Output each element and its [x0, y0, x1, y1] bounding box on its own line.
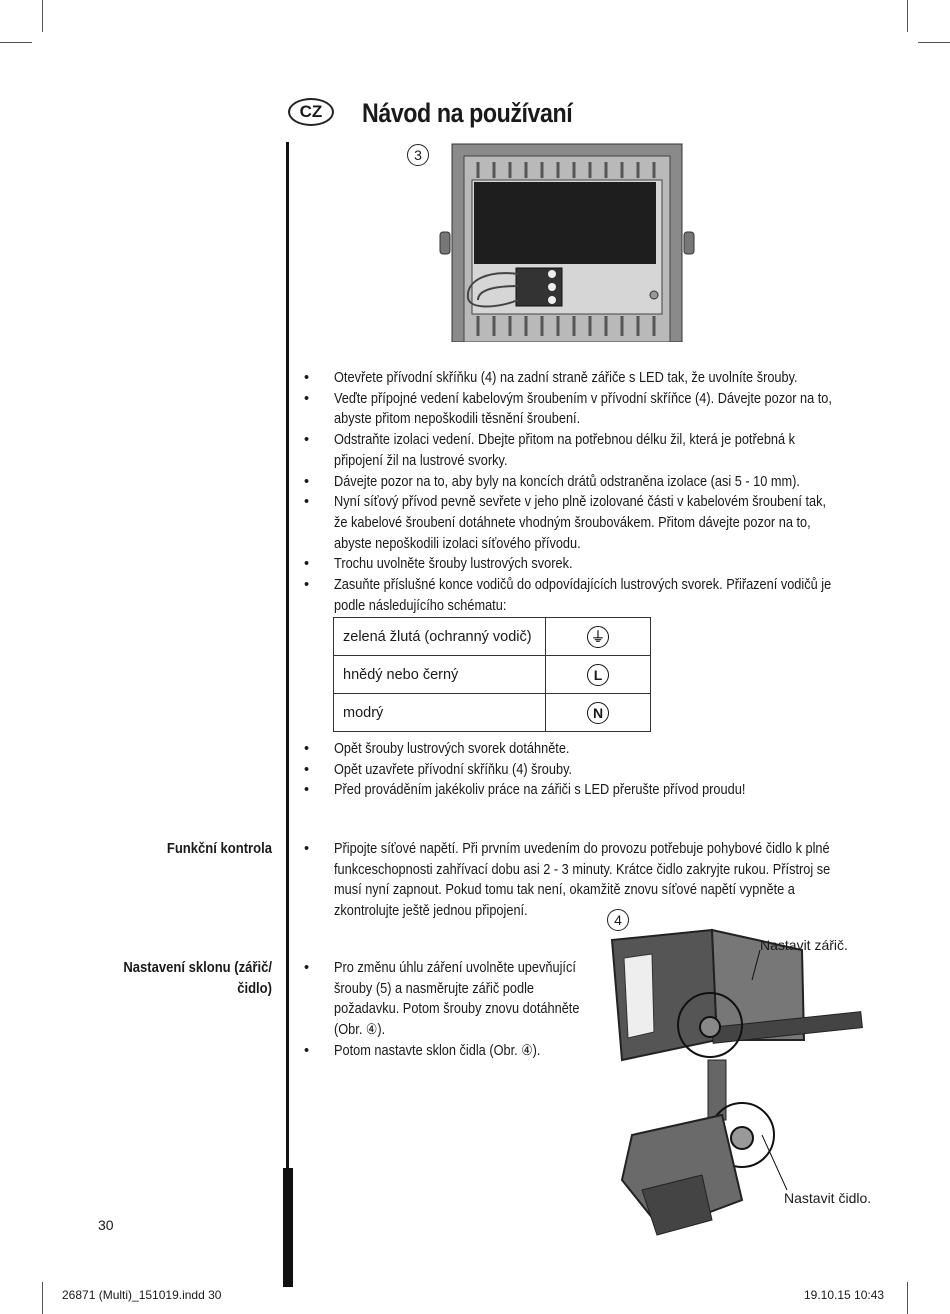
list-item: • Dávejte pozor na to, aby byly na koncích drátů odstraněna izolace (asi 5 - 10 mm). — [304, 472, 844, 493]
annotation-adjust-sensor: Nastavit čidlo. — [784, 1190, 872, 1206]
neutral-symbol-icon: N — [587, 702, 609, 724]
list-item: • Zasuňte příslušné konce vodičů do odpovídajících lustrových svorek. Přiřazení vodičů je podle následujícího schématu: — [304, 575, 844, 616]
table-row — [334, 694, 651, 732]
crop-mark — [907, 0, 908, 32]
list-item: • Opět uzavřete přívodní skříňku (4) šrouby. — [304, 760, 844, 781]
language-badge: CZ — [288, 98, 334, 126]
section-heading-function-check: Funkční kontrola — [166, 841, 272, 857]
tilt-steps-list — [304, 958, 594, 1062]
list-item: • Nyní síťový přívod pevně sevřete v jeho plně izolované části v kabelovém šroubení tak, že kabelové šroubení dotáhnete vhodným šroubovákem. Přitom dávejte pozor na to, abyste nepoškodili izolaci síťového přívodu. — [304, 492, 844, 554]
section-heading-tilt: Nastavení sklonu (zářič/ čidlo) — [123, 960, 272, 997]
function-check-list — [304, 839, 844, 922]
list-item: • Otevřete přívodní skříňku (4) na zadní straně zářiče s LED tak, že uvolníte šrouby. — [304, 368, 844, 389]
figure-number: 3 — [407, 144, 429, 166]
list-item: • Odstraňte izolaci vedení. Dbejte přitom na potřebnou délku žil, která je potřebná k připojení žil na lustrové svorky. — [304, 430, 844, 471]
earth-symbol-icon: ⏚ — [587, 626, 609, 648]
crop-mark — [42, 1282, 43, 1314]
wire-color-cell: zelená žlutá (ochranný vodič) — [334, 618, 546, 656]
list-item: • Připojte síťové napětí. Při prvním uvedením do provozu potřebuje pohybové čidlo k plné funkceschopnosti zahřívací dobu asi 2 - 3 minuty. Krátce čidlo zakryjte rukou. Přístroj se musí nyní zapnout. Pokud tomu tak není, okamžitě znovu síťové napětí vypněte a zkontrolujte ještě jednou připojení. — [304, 839, 844, 922]
table-row — [334, 618, 651, 656]
page-title: Návod na používaní — [362, 98, 573, 128]
crop-mark — [918, 42, 950, 43]
install-steps-list — [304, 368, 844, 616]
wire-color-cell: hnědý nebo černý — [334, 656, 546, 694]
list-item: • Opět šrouby lustrových svorek dotáhněte. — [304, 739, 844, 760]
figure-number: 4 — [607, 909, 629, 931]
crop-mark — [0, 42, 32, 43]
list-item: • Pro změnu úhlu záření uvolněte upevňující šrouby (5) a nasměrujte zářič podle požadavku. Potom šrouby znovu dotáhněte (Obr. ④). — [304, 958, 594, 1041]
list-item: • Trochu uvolněte šrouby lustrových svorek. — [304, 554, 844, 575]
wire-color-cell: modrý — [334, 694, 546, 732]
live-symbol-icon: L — [587, 664, 609, 686]
page-number: 30 — [98, 1217, 114, 1233]
wire-assignment-table — [333, 617, 651, 732]
vertical-divider-thick — [283, 1168, 293, 1287]
annotation-adjust-lamp: Nastavit zářič. — [760, 937, 848, 953]
crop-mark — [907, 1282, 908, 1314]
list-item: • Před prováděním jakékoliv práce na zářiči s LED přerušte přívod proudu! — [304, 780, 844, 801]
final-steps-list — [304, 739, 844, 801]
footer-timestamp: 19.10.15 10:43 — [804, 1288, 885, 1302]
footer-file-info: 26871 (Multi)_151019.indd 30 — [62, 1288, 222, 1302]
crop-mark — [42, 0, 43, 32]
list-item: • Potom nastavte sklon čidla (Obr. ④). — [304, 1041, 594, 1062]
vertical-divider — [286, 142, 289, 1287]
table-row — [334, 656, 651, 694]
junction-box-illustration — [438, 140, 696, 342]
list-item: • Veďte přípojné vedení kabelovým šroubením v přívodní skříňce (4). Dávejte pozor na to, abyste přitom nepoškodili těsnění šroubení. — [304, 389, 844, 430]
